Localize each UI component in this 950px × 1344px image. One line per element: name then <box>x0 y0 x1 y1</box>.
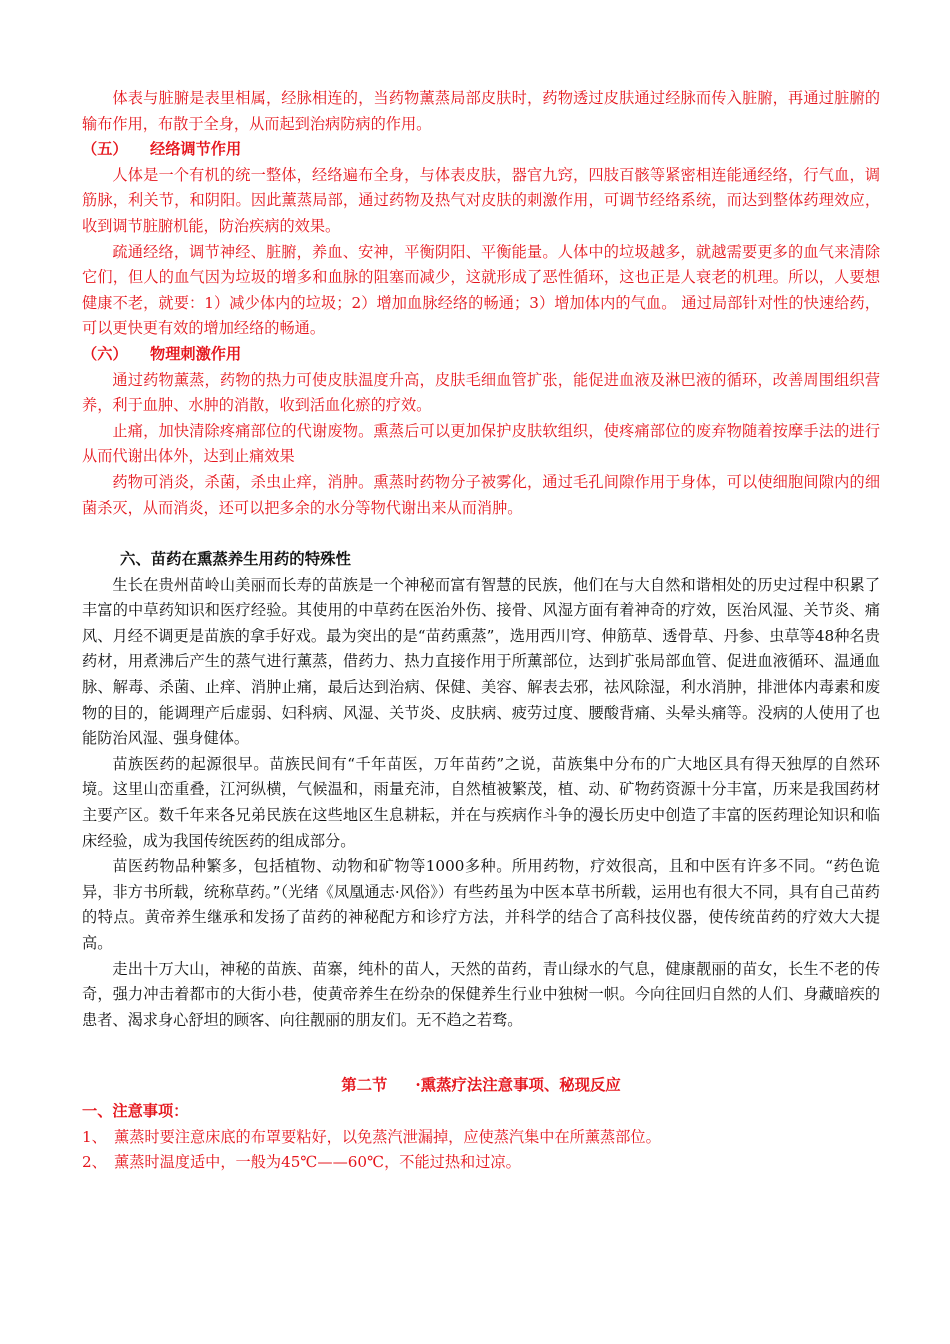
list-text: 薰蒸时温度适中，一般为45℃——60℃，不能过热和过凉。 <box>114 1153 521 1172</box>
subheading-title: 经络调节作用 <box>150 140 242 159</box>
paragraph: 止痛，加快清除疼痛部位的代谢废物。熏蒸后可以更加保护皮肤软组织，使疼痛部位的废弃物随着按摩手法的进行从而代谢出体外，达到止痛效果 <box>82 421 880 466</box>
list-index: 1、 <box>82 1127 107 1146</box>
paragraph: 走出十万大山，神秘的苗族、苗寨，纯朴的苗人，天然的苗药，青山绿水的气息，健康靓丽的苗女，长生不老的传奇，强力冲击着都市的大街小巷，使黄帝养生在纷杂的保健养生行业中独树一帜。今向往回归自然的人们、身藏暗疾的患者、渴求身心舒坦的顾客、向往靓丽的朋友们。无不趋之若骛。 <box>82 959 880 1029</box>
section-title: ·熏蒸疗法注意事项、秘现反应 <box>415 1076 621 1095</box>
paragraph: 疏通经络，调节神经、脏腑，养血、安神，平衡阴阳、平衡能量。人体中的垃圾越多，就越需要更多的血气来清除它们，但人的血气因为垃圾的增多和血脉的阻塞而减少，这就形成了恶性循环，这也正是人衰老的机理。所以，人要想健康不老，就要：1）减少体内的垃圾；2）增加血脉经络的畅通；3）增加体内的气血。 通过局部针对性的快速给药，可以更快更有效的增加经络的畅通。 <box>82 242 880 338</box>
section-label: 第二节 <box>341 1076 388 1095</box>
paragraph: 苗医药物品种繁多，包括植物、动物和矿物等1000多种。所用药物，疗效很高，且和中医有许多不同。“药色诡异，非方书所载，统称草药。”（光绪《凤凰通志·风俗》）有些药虽为中医本草书所载，运用也有很大不同，具有自己苗药的特点。黄帝养生继承和发扬了苗药的神秘配方和诊疗方法，并科学的结合了高科技仪器，使传统苗药的疗效大大提高。 <box>82 857 880 952</box>
subheading-title: 物理刺激作用 <box>150 344 242 363</box>
section-heading: 六、苗药在熏蒸养生用药的特殊性 <box>120 550 351 569</box>
list-item <box>82 1150 880 1176</box>
spacer <box>82 1033 880 1073</box>
subheading-five <box>82 137 880 163</box>
chapter-section-title <box>82 1073 880 1099</box>
paragraph: 通过药物薰蒸，药物的热力可使皮肤温度升高，皮肤毛细血管扩张，能促进血液及淋巴液的循环，改善周围组织营养，利于血肿、水肿的消散，收到活血化瘀的疗效。 <box>82 370 880 415</box>
paragraph: 生长在贵州苗岭山美丽而长寿的苗族是一个神秘而富有智慧的民族，他们在与大自然和谐相处的历史过程中积累了丰富的中草药知识和医疗经验。其使用的中草药在医治外伤、接骨、风湿方面有着神奇的疗效，医治风湿、关节炎、痛风、月经不调更是苗族的拿手好戏。最为突出的是“苗药熏蒸”，选用西川穹、伸筋草、透骨草、丹参、虫草等48种名贵药材，用煮沸后产生的蒸气进行薰蒸，借药力、热力直接作用于所薰部位，达到扩张局部血管、促进血液循环、温通血脉、解毒、杀菌、止痒、消肿止痛，最后达到治病、保健、美容、解表去邪，祛风除湿，利水消肿，排泄体内毒素和废物的目的，能调理产后虚弱、妇科病、风湿、关节炎、皮肤病、疲劳过度、腰酸背痛、头晕头痛等。没病的人使用了也能防治风湿、强身健体。 <box>82 575 880 748</box>
paragraph: 人体是一个有机的统一整体，经络遍布全身，与体表皮肤，器官九窍，四肢百骸等紧密相连能通经络，行气血，调筋脉，利关节，和阴阳。因此薰蒸局部，通过药物及热气对皮肤的刺激作用，可调节经络系统，而达到整体药理效应，收到调节脏腑机能，防治疾病的效果。 <box>82 165 880 235</box>
list-text: 薰蒸时要注意床底的布罩要粘好，以免蒸汽泄漏掉，应使蒸汽集中在所薰蒸部位。 <box>114 1127 661 1146</box>
subheading-number: （五） <box>82 140 128 159</box>
list-index: 2、 <box>82 1153 107 1172</box>
subheading-number: （六） <box>82 344 128 363</box>
paragraph: 苗族医药的起源很早。苗族民间有“千年苗医，万年苗药”之说，苗族集中分布的广大地区具有得天独厚的自然环境。这里山峦重叠，江河纵横，气候温和，雨量充沛，自然植被繁茂，植、动、矿物药资源十分丰富，历来是我国药材主要产区。数千年来各兄弟民族在这些地区生息耕耘，并在与疾病作斗争的漫长历史中创造了丰富的医药理论知识和临床经验，成为我国传统医药的组成部分。 <box>82 754 880 850</box>
paragraph: 药物可消炎，杀菌，杀虫止痒，消肿。熏蒸时药物分子被雾化，通过毛孔间隙作用于身体，可以使细胞间隙内的细菌杀灭，从而消炎，还可以把多余的水分等物代谢出来从而消肿。 <box>82 472 880 517</box>
subsection-heading: 一、注意事项： <box>82 1101 189 1120</box>
subheading-six <box>82 342 880 368</box>
spacer <box>82 521 880 547</box>
paragraph: 体表与脏腑是表里相属，经脉相连的，当药物薰蒸局部皮肤时，药物透过皮肤通过经脉而传入脏腑，再通过脏腑的输布作用，布散于全身，从而起到治病防病的作用。 <box>82 89 880 133</box>
list-item <box>82 1125 880 1151</box>
